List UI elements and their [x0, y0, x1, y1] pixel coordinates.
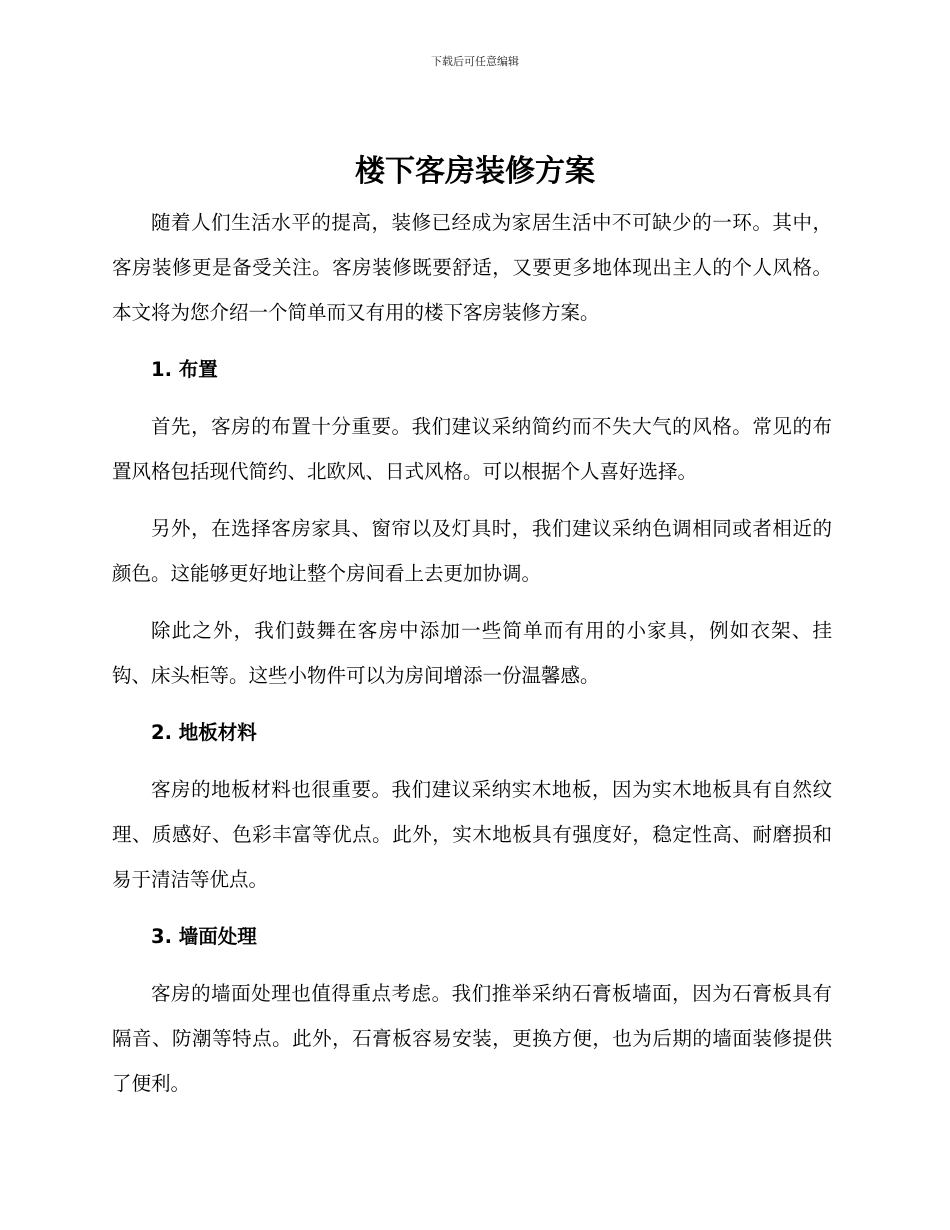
- document-body: [112, 200, 832, 1106]
- intro-paragraph: 随着人们生活水平的提高，装修已经成为家居生活中不可缺少的一环。其中，客房装修更是备受关注。客房装修既要舒适，又要更多地体现出主人的个人风格。本文将为您介绍一个简单而又有用的楼下客房装修方案。: [112, 211, 832, 324]
- layout-paragraph-1: 首先，客房的布置十分重要。我们建议采纳简约而不失大气的风格。常见的布置风格包括现代简约、北欧风、日式风格。可以根据个人喜好选择。: [112, 415, 832, 483]
- page-header-note: 下载后可任意编辑: [431, 55, 519, 68]
- flooring-paragraph: 客房的地板材料也很重要。我们建议采纳实木地板，因为实木地板具有自然纹理、质感好、色彩丰富等优点。此外，实木地板具有强度好，稳定性高、耐磨损和易于清洁等优点。: [112, 778, 832, 891]
- document-title: 楼下客房装修方案: [355, 154, 595, 189]
- section-heading-flooring: 2. 地板材料: [151, 721, 257, 744]
- walls-paragraph: 客房的墙面处理也值得重点考虑。我们推举采纳石膏板墙面，因为石膏板具有隔音、防潮等特点。此外，石膏板容易安装，更换方便，也为后期的墙面装修提供了便利。: [112, 982, 832, 1095]
- layout-paragraph-3: 除此之外，我们鼓舞在客房中添加一些简单而有用的小家具，例如衣架、挂钩、床头柜等。这些小物件可以为房间增添一份温馨感。: [112, 619, 832, 687]
- section-heading-layout: 1. 布置: [151, 358, 218, 381]
- layout-paragraph-2: 另外，在选择客房家具、窗帘以及灯具时，我们建议采纳色调相同或者相近的颜色。这能够更好地让整个房间看上去更加协调。: [112, 517, 832, 585]
- section-heading-walls: 3. 墙面处理: [151, 925, 257, 948]
